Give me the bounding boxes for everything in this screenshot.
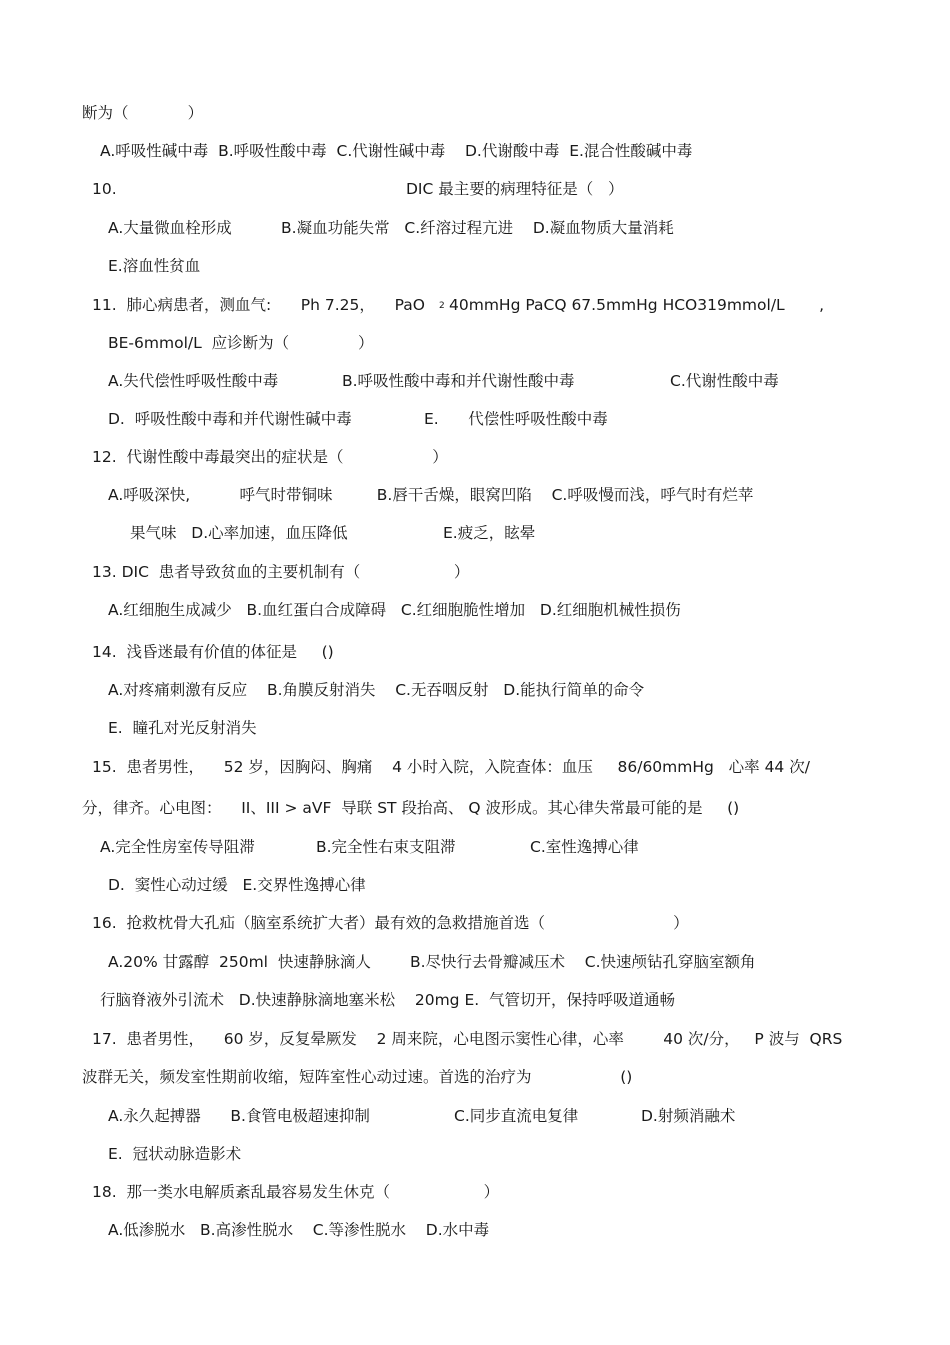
text-line: A.低渗脱水 B.高渗性脱水 C.等渗性脱水 D.水中毒 — [108, 1221, 490, 1239]
text-line: A.红细胞生成减少 B.血红蛋白合成障碍 C.红细胞脆性增加 D.红细胞机械性损伤 — [108, 601, 681, 619]
text-line: A.呼吸性碱中毒 B.呼吸性酸中毒 C.代谢性碱中毒 D.代谢酸中毒 E.混合性酸碱中毒 — [100, 142, 693, 160]
text-line: A.对疼痛刺激有反应 B.角膜反射消失 C.无吞咽反射 D.能执行简单的命令 — [108, 681, 645, 699]
option: C.代谢性酸中毒 — [670, 372, 779, 390]
text-line: 分，律齐。心电图： II、III > aVF 导联 ST 段抬高、 Q 波形成。其心律失常最可能的是 () — [82, 799, 740, 817]
option: B.呼吸性酸中毒和并代谢性酸中毒 — [342, 372, 575, 390]
text-line: 17. 患者男性， 60 岁，反复晕厥发 2 周来院，心电图示窦性心律，心率 40 次/分， P 波与 QRS — [92, 1030, 843, 1048]
option: D. 呼吸性酸中毒和并代谢性碱中毒 — [108, 410, 352, 428]
text-line: 40mmHg PaCQ 67.5mmHg HCO319mmol/L , — [449, 296, 825, 314]
text-line: 12. 代谢性酸中毒最突出的症状是（ ） — [92, 448, 448, 466]
text-line: 13. DIC 患者导致贫血的主要机制有（ ） — [92, 563, 470, 581]
text-line: 18. 那一类水电解质紊乱最容易发生休克（ ） — [92, 1183, 500, 1201]
text-line: 行脑脊液外引流术 D.快速静脉滴地塞米松 20mg E. 气管切开，保持呼吸道通畅 — [100, 991, 676, 1009]
text-line: 15. 患者男性， 52 岁，因胸闷、胸痛 4 小时入院，入院查体：血压 86/60mmHg 心率 44 次/ — [92, 758, 810, 776]
text-line: 14. 浅昏迷最有价值的体征是 () — [92, 643, 334, 661]
text-line: 11. 肺心病患者，测血气: Ph 7.25， PaO — [92, 296, 425, 314]
question-text: DIC 最主要的病理特征是（ ） — [406, 180, 624, 198]
question-number: 10. — [92, 180, 117, 198]
text-line: 果气味 D.心率加速，血压降低 — [130, 524, 348, 542]
option: A.永久起搏器 B.食管电极超速抑制 — [108, 1107, 370, 1125]
text-line: 波群无关，频发室性期前收缩，短阵室性心动过速。首选的治疗为 () — [82, 1068, 633, 1086]
text-line: A.呼吸深快, 呼气时带铜味 B.唇干舌燥，眼窝凹陷 C.呼吸慢而浅，呼气时有烂苹 — [108, 486, 754, 504]
text-line: E. 瞳孔对光反射消失 — [108, 719, 257, 737]
text-line: E. 冠状动脉造影术 — [108, 1145, 242, 1163]
option: D.射频消融术 — [641, 1107, 736, 1125]
option: C.同步直流电复律 — [454, 1107, 579, 1125]
text-line: 断为（ ） — [82, 104, 204, 122]
option: A.完全性房室传导阻滞 — [100, 838, 255, 856]
option: C.室性逸搏心律 — [530, 838, 639, 856]
option: A.20% 甘露醇 250ml 快速静脉滴人 — [108, 953, 371, 971]
text-line: 16. 抢救枕骨大孔疝（脑室系统扩大者）最有效的急救措施首选（ ） — [92, 914, 689, 932]
text-line: D. 窦性心动过缓 E.交界性逸搏心律 — [108, 876, 366, 894]
option: E. 代偿性呼吸性酸中毒 — [424, 410, 608, 428]
option: A.失代偿性呼吸性酸中毒 — [108, 372, 279, 390]
text-line: A.大量微血栓形成 B.凝血功能失常 C.纤溶过程亢进 D.凝血物质大量消耗 — [108, 219, 674, 237]
subscript: 2 — [439, 301, 445, 311]
option: B.完全性右束支阻滞 — [316, 838, 456, 856]
text-line: E.溶血性贫血 — [108, 257, 201, 275]
option: B.尽快行去骨瓣减压术 C.快速颅钻孔穿脑室额角 — [410, 953, 756, 971]
option: E.疲乏，眩晕 — [443, 524, 536, 542]
text-line: BE-6mmol/L 应诊断为（ ） — [108, 334, 374, 352]
